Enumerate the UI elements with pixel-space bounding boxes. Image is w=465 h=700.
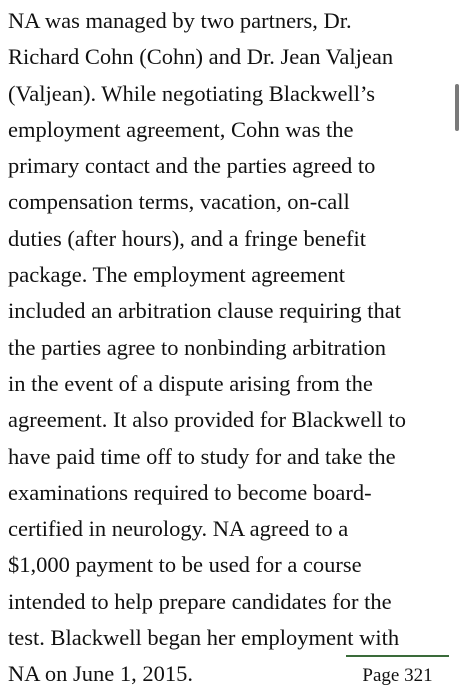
paragraph-line: $1,000 payment to be used for a course [8,552,362,578]
paragraph-line: examinations required to become board- [8,479,372,505]
paragraph-line: in the event of a dispute arising from the [8,370,373,396]
scrollbar-thumb[interactable] [455,84,459,131]
page-footer [346,655,449,695]
paragraph-line: NA was managed by two partners, Dr. [8,8,352,33]
paragraph-line: have paid time off to study for and take the [8,443,396,469]
paragraph-line: test. Blackwell began her employment with [8,625,400,651]
body-paragraph [8,3,458,693]
paragraph-line: Richard Cohn (Cohn) and Dr. Jean Valjean [8,44,394,70]
paragraph-line: certified in neurology. NA agreed to a [8,516,349,542]
paragraph-line: NA on June 1, 2015. [8,661,193,687]
paragraph-line: intended to help prepare candidates for the [8,588,392,614]
paragraph-line: the parties agree to nonbinding arbitration [8,334,387,360]
paragraph-line: included an arbitration clause requiring that [8,298,401,324]
paragraph-line: compensation terms, vacation, on-call [8,189,350,215]
paragraph-line: package. The employment agreement [8,262,345,288]
paragraph-line: employment agreement, Cohn was the [8,116,354,142]
page-number: Page 321 [362,665,433,686]
paragraph-line: agreement. It also provided for Blackwell to [8,407,406,433]
paragraph-line: primary contact and the parties agreed to [8,153,376,179]
paragraph-line: (Valjean). While negotiating Blackwell’s [8,80,375,106]
footer-rule [346,655,449,657]
paragraph-line: duties (after hours), and a fringe benefit [8,225,366,251]
